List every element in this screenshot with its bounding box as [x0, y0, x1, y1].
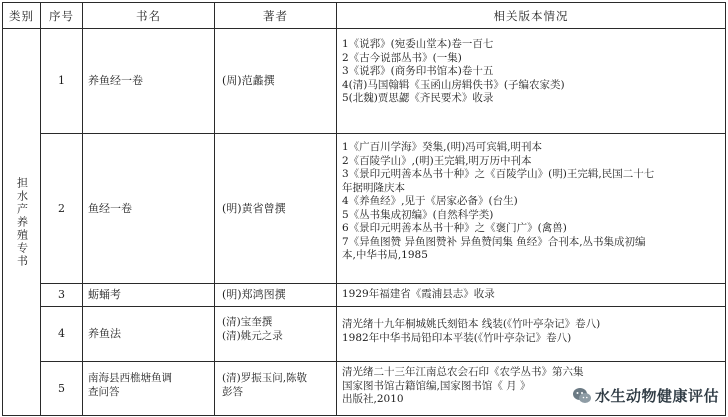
category-cell — [3, 29, 40, 415]
author-line: 彭答 — [222, 385, 243, 398]
col-divider-3 — [214, 2, 215, 416]
table-right-border — [725, 2, 726, 416]
edition-line: 清光绪十九年桐城姚氏刻铅本 线装(《竹叶亭杂记》卷八) — [342, 318, 601, 330]
row-2-editions — [342, 141, 724, 283]
title-line: 查问答 — [88, 385, 120, 398]
category-label: 担水产养殖专书 — [15, 176, 29, 268]
author-line: (清)罗振玉问,陈敬 — [222, 372, 308, 384]
row-3-title: 蛎蛹考 — [88, 288, 121, 301]
edition-line: 1《广百川学海》癸集,(明)冯可宾辑,明刊本 — [342, 141, 543, 153]
row-1-title: 养鱼经一卷 — [88, 74, 143, 87]
edition-line: 7《异鱼图赞 异鱼图赞补 异鱼赞闰集 鱼经》合刊本,丛书集成初编 — [342, 235, 646, 248]
edition-line: 6《景印元明善本丛书十种》之《褒门广》(禽兽) — [342, 222, 567, 234]
row-4-seq: 4 — [58, 327, 65, 340]
row-1-seq: 1 — [58, 74, 65, 87]
edition-line: 4《养鱼经》,见于《居家必备》(台生) — [342, 195, 518, 207]
edition-line: 年据明隆庆本 — [342, 181, 405, 194]
row-4-title: 养鱼法 — [88, 327, 121, 340]
table-bottom-border — [2, 415, 726, 416]
row-2-title: 鱼经一卷 — [88, 201, 132, 215]
col-divider-2 — [82, 2, 83, 416]
row-3-editions — [342, 284, 724, 306]
edition-line: 3《说郛》(商务印书馆本)卷十五 — [342, 65, 494, 77]
edition-line: 1982年中华书局铅印本平装(《竹叶亭杂记》卷八) — [342, 331, 572, 344]
author-line: (清)宝奎撰 — [222, 316, 273, 328]
row-1-author: (周)范蠡撰 — [222, 74, 275, 87]
edition-line: 国家图书馆古籍馆编,国家图书馆《 月 》 — [342, 379, 531, 392]
header-seq: 序号 — [49, 8, 74, 23]
row-divider-4 — [40, 361, 726, 362]
title-line: 南海县西樵塘鱼调 — [88, 372, 172, 384]
row-2-author: (明)黄省曾撰 — [222, 201, 286, 215]
edition-line: 本,中华书局,1985 — [342, 249, 428, 261]
row-5-title — [88, 372, 214, 414]
row-2-seq: 2 — [58, 201, 65, 215]
header-title: 书名 — [136, 8, 161, 23]
edition-line: 5《丛书集成初编》(自然科学类) — [342, 208, 494, 221]
watermark — [569, 384, 722, 407]
header-category: 类别 — [9, 8, 34, 23]
edition-line: 3《景印元明善本丛书十种》之《百陵学山》(明)王完辑,民国二十七 — [342, 168, 655, 180]
header-editions: 相关版本情况 — [493, 8, 569, 23]
edition-line: 1929年福建省《霞浦县志》收录 — [342, 288, 495, 301]
edition-line: 5(北魏)贾思勰《齐民要术》收录 — [342, 92, 494, 104]
col-divider-4 — [336, 2, 337, 416]
edition-line: 1《说郛》(宛委山堂本)卷一百七 — [342, 38, 494, 50]
edition-line: 出版社,2010 — [342, 393, 404, 405]
edition-line: 4(清)马国翰辑《玉函山房辑佚书》(子编农家类) — [342, 78, 565, 91]
row-3-author: (明)郑鸿图撰 — [222, 288, 286, 301]
row-3-seq: 3 — [58, 288, 65, 301]
header-author: 著者 — [263, 8, 288, 23]
row-4-editions — [342, 318, 724, 360]
wechat-logo-icon — [572, 386, 592, 406]
edition-line: 清光绪二十三年江南总农会石印《农学丛书》第六集 — [342, 366, 584, 378]
row-5-seq: 5 — [58, 381, 65, 395]
row-4-author — [222, 316, 336, 360]
row-1-editions — [342, 38, 724, 132]
edition-line: 2《古今说部丛书》(一集) — [342, 51, 462, 64]
author-line: (清)姚元之录 — [222, 329, 283, 342]
row-5-author — [222, 372, 336, 414]
watermark-text: 水生动物健康评估 — [594, 387, 719, 405]
edition-line: 2《百陵学山》,(明)王完辑,明万历中刊本 — [342, 154, 532, 167]
